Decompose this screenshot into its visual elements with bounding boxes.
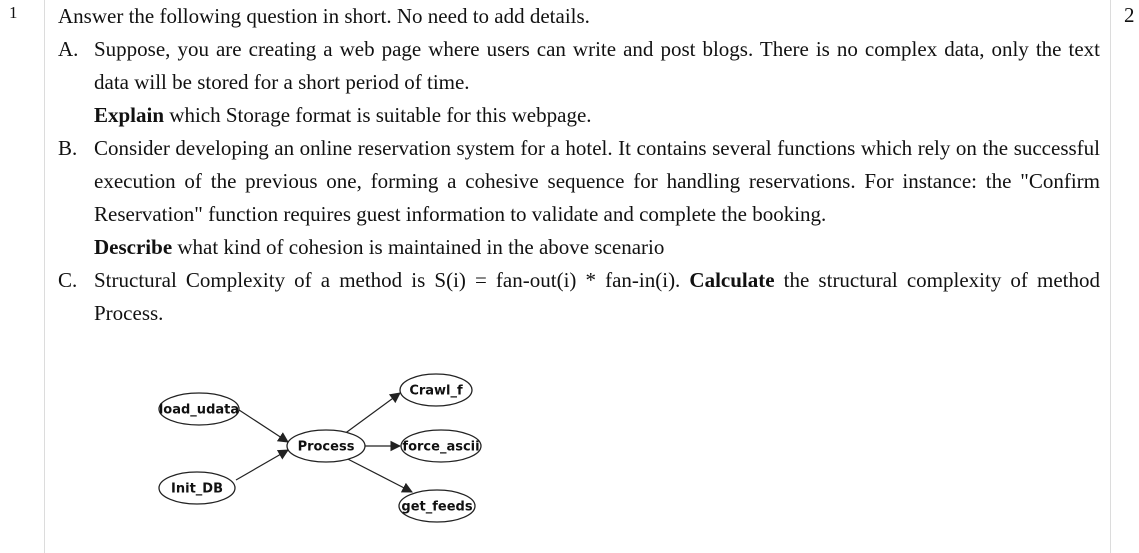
node-init-db-label: Init_DB <box>171 481 223 497</box>
part-c-text-after: the structural complexity of method Process. <box>94 268 1101 325</box>
part-c-verb: Calculate <box>689 268 775 292</box>
part-b <box>58 132 1100 264</box>
question-body <box>58 0 1100 330</box>
call-graph-diagram <box>150 372 490 527</box>
part-c-label: C. <box>58 268 78 292</box>
part-a-text: Suppose, you are creating a web page where users can write and post blogs. There is no complex data, only the text data will be stored for a short period of time. <box>94 37 1100 94</box>
part-a-label: A. <box>58 37 79 61</box>
node-load-udata-label: load_udata <box>158 402 240 418</box>
node-force-ascii-label: force_ascii <box>402 439 480 455</box>
part-b-instruction-verb: Describe <box>94 235 173 259</box>
question-number-column <box>0 0 45 553</box>
part-a-instruction <box>94 99 1100 132</box>
question-intro: Answer the following question in short. No need to add details. <box>58 4 590 28</box>
edge-load-udata-to-process <box>236 408 288 442</box>
marks-column <box>1110 0 1139 553</box>
part-a <box>58 33 1100 132</box>
question-marks: 2 <box>1124 3 1135 27</box>
part-b-label: B. <box>58 136 78 160</box>
part-c-text <box>94 264 1100 330</box>
question-number: 1 <box>9 3 18 22</box>
part-b-instruction-rest: what kind of cohesion is maintained in the above scenario <box>172 235 665 259</box>
call-graph-svg <box>150 372 490 527</box>
node-process-label: Process <box>297 439 355 455</box>
part-c <box>58 264 1100 330</box>
edge-init-db-to-process <box>236 450 288 480</box>
part-b-instruction <box>94 231 1100 264</box>
node-crawl-f-label: Crawl_f <box>409 383 463 399</box>
part-b-text: Consider developing an online reservation system for a hotel. It contains several functions which rely on the successful execution of the previous one, forming a cohesive sequence for handling reservations. For instance: the "Confirm Reservation" function requires guest information to validate and complete the booking. <box>94 136 1100 226</box>
part-a-instruction-rest: which Storage format is suitable for this webpage. <box>164 103 592 127</box>
part-c-text-before: Structural Complexity of a method is S(i) = fan-out(i) * fan-in(i). <box>94 268 690 292</box>
part-a-instruction-verb: Explain <box>94 103 165 127</box>
node-get-feeds-label: get_feeds <box>401 499 473 515</box>
